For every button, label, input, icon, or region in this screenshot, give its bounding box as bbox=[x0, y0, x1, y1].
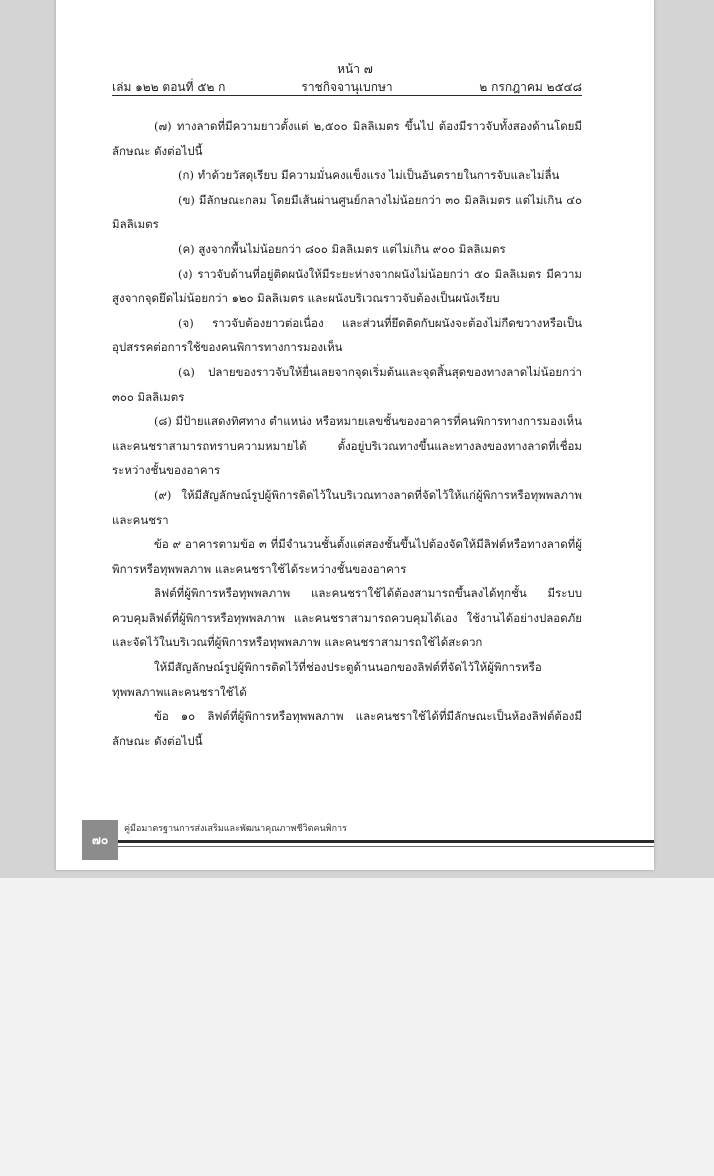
footer-divider bbox=[118, 840, 654, 843]
gazette-page-label: หน้า ๗ bbox=[337, 62, 373, 76]
paragraph: (ค) สูงจากพื้นไม่น้อยกว่า ๘๐๐ มิลลิเมตร แต่ไม่เกิน ๙๐๐ มิลลิเมตร bbox=[178, 241, 506, 256]
paragraph: ให้มีสัญลักษณ์รูปผู้พิการติดไว้ที่ช่องประตูด้านนอกของลิฟต์ที่จัดไว้ให้ผู้พิการหรือทุพพลภาพและคนชราใช้ได้ bbox=[112, 660, 542, 699]
volume-label: เล่ม ๑๒๒ ตอนที่ ๕๒ ก bbox=[112, 80, 226, 94]
paragraph: ข้อ ๙ อาคารตามข้อ ๓ ที่มีจำนวนชั้นตั้งแต่สองชั้นขึ้นไปต้องจัดให้มีลิฟต์หรือทางลาดที่ผู้พิการหรือทุพพลภาพ และคนชราใช้ได้ระหว่างชั้นของอาคาร bbox=[112, 537, 582, 576]
book-title: คู่มือมาตรฐานการส่งเสริมและพัฒนาคุณภาพชีวิตคนพิการ bbox=[124, 824, 347, 834]
paragraph: (จ) ราวจับต้องยาวต่อเนื่อง และส่วนที่ยึดติดกับผนังจะต้องไม่กีดขวางหรือเป็นอุปสรรคต่อการใช้ของคนพิการทางการมองเห็น bbox=[112, 315, 582, 355]
paragraph: (ก) ทำด้วยวัสดุเรียบ มีความมั่นคงแข็งแรง ไม่เป็นอันตรายในการจับและไม่ลื่น bbox=[178, 168, 560, 183]
paragraph: (ฉ) ปลายของราวจับให้ยื่นเลยจากจุดเริ่มต้นและจุดสิ้นสุดของทางลาดไม่น้อยกว่า ๓๐๐ มิลลิเมตร bbox=[112, 364, 582, 404]
document-page bbox=[56, 0, 654, 870]
gazette-name: ราชกิจจานุเบกษา bbox=[301, 80, 393, 94]
paragraph: (๙) ให้มีสัญลักษณ์รูปผู้พิการติดไว้ในบริเวณทางลาดที่จัดไว้ให้แก่ผู้พิการหรือทุพพลภาพและคนชรา bbox=[112, 487, 582, 527]
book-page-number: ๗๐ bbox=[82, 820, 118, 860]
header-divider bbox=[112, 95, 582, 96]
paragraph: (ง) ราวจับด้านที่อยู่ติดผนังให้มีระยะห่างจากผนังไม่น้อยกว่า ๕๐ มิลลิเมตร มีความสูงจากจุดยึดไม่น้อยกว่า ๑๒๐ มิลลิเมตร และผนังบริเวณราวจับต้องเป็นผนังเรียบ bbox=[112, 266, 582, 306]
paragraph: (๘) มีป้ายแสดงทิศทาง ตำแหน่ง หรือหมายเลขชั้นของอาคารที่คนพิการทางการมองเห็นและคนชราสามารถทราบความหมายได้ ตั้งอยู่บริเวณทางขึ้นและทางลงของทางลาดที่เชื่อมระหว่างชั้นของอาคาร bbox=[112, 414, 582, 478]
gazette-header bbox=[112, 78, 582, 96]
paragraph: (๗) ทางลาดที่มีความยาวตั้งแต่ ๒,๕๐๐ มิลลิเมตร ขึ้นไป ต้องมีราวจับทั้งสองด้านโดยมีลักษณะ ดังต่อไปนี้ bbox=[112, 119, 582, 158]
footer-divider-thin bbox=[118, 846, 654, 847]
paragraph: (ข) มีลักษณะกลม โดยมีเส้นผ่านศูนย์กลางไม่น้อยกว่า ๓๐ มิลลิเมตร แต่ไม่เกิน ๔๐ มิลลิเมตร bbox=[112, 192, 582, 232]
document-body bbox=[112, 114, 582, 753]
paragraph: ข้อ ๑๐ ลิฟต์ที่ผู้พิการหรือทุพพลภาพ และคนชราใช้ได้ที่มีลักษณะเป็นห้องลิฟต์ต้องมีลักษณะ ดังต่อไปนี้ bbox=[112, 709, 582, 748]
book-footer bbox=[82, 820, 654, 860]
publication-date: ๒ กรกฎาคม ๒๕๔๘ bbox=[479, 80, 582, 94]
paragraph: ลิฟต์ที่ผู้พิการหรือทุพพลภาพ และคนชราใช้ได้ต้องสามารถขึ้นลงได้ทุกชั้น มีระบบควบคุมลิฟต์ที่ผู้พิการหรือทุพพลภาพ และคนชราสามารถควบคุมได้เอง ใช้งานได้อย่างปลอดภัย และจัดไว้ในบริเวณที่ผู้พิการหรือทุพพลภาพ และคนชราสามารถใช้ได้สะดวก bbox=[112, 586, 582, 650]
